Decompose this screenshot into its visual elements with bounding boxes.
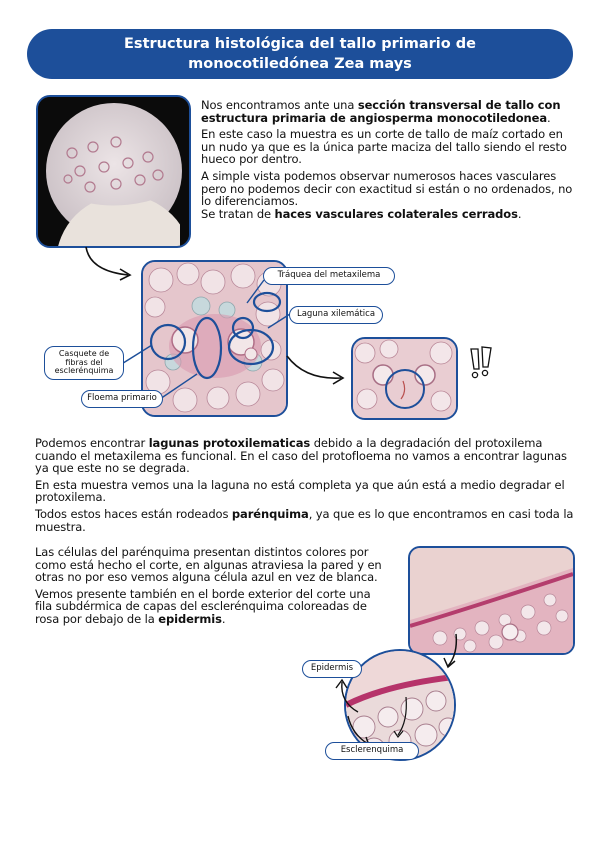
body-text-top: [35, 437, 580, 533]
body-paragraph-1: Podemos encontrar lagunas protoxilematicas debido a la degradación del protoxilema cuando el metaxilema es funcional. En el caso del protofloema no vamos a encontrar lagunas ya que este no se degrada.: [35, 436, 567, 476]
title-line-2: monocotiledónea Zea mays: [188, 56, 412, 72]
title-line-1: Estructura histológica del tallo primario de: [124, 36, 476, 52]
vascular-bundle-photo: [141, 260, 288, 417]
epidermis-photo: [408, 546, 575, 655]
exclamation-doodle-icon: [466, 345, 496, 381]
title-banner: [27, 29, 573, 79]
body-paragraph-5: Vemos presente también en el borde exterior del corte una fila subdérmica de capas del esclerénquima coloreadas de rosa por debajo de la epidermis.: [35, 586, 371, 626]
label-traquea: Tráquea del metaxilema: [263, 267, 395, 285]
label-epidermis: Epidermis: [302, 660, 362, 678]
label-casquete: Casquete de fibras del esclerénquima: [44, 346, 124, 380]
epidermis-image: [410, 548, 573, 653]
label-arrows: [330, 672, 370, 752]
arrow-to-bundle: [80, 245, 140, 285]
label-laguna: Laguna xilemática: [289, 306, 383, 324]
intro-paragraph-3: A simple vista podemos observar numerosos haces vasculares pero no podemos decir con exactitud si están o no ordenados, no lo diferenciamos.: [201, 168, 573, 209]
arrow-to-circle: [440, 632, 464, 672]
body-paragraph-3: Todos estos haces están rodeados parénquima, ya que es lo que encontramos en casi toda la muestra.: [35, 506, 574, 534]
intro-paragraph-1: Nos encontramos ante una sección transversal de tallo con estructura primaria de angiosperma monocotiledonea.: [201, 98, 561, 125]
arrow-to-zoom: [285, 350, 355, 390]
intro-text: [201, 99, 576, 220]
stem-overview-image: [38, 97, 189, 246]
lacuna-zoom-image: [353, 339, 456, 418]
lacuna-zoom-photo: [351, 337, 458, 420]
body-paragraph-4: Las células del parénquima presentan distintos colores por como está hecho el corte, en algunas atraviesa la pared y en otras no por eso vemos alguna célula azul en vez de blanca.: [35, 545, 382, 585]
stem-overview-photo: [36, 95, 191, 248]
body-text-bottom: [35, 546, 390, 626]
label-esclerenquima: Esclerenquima: [325, 742, 419, 760]
intro-paragraph-4: Se tratan de haces vasculares colaterales cerrados.: [201, 206, 522, 221]
vascular-bundle-image: [143, 262, 286, 415]
body-paragraph-2: En esta muestra vemos una la laguna no está completa ya que aún está a medio degradar el protoxilema.: [35, 477, 565, 505]
intro-paragraph-2: En este caso la muestra es un corte de tallo de maíz cortado en un nudo ya que es la única parte maciza del tallo siendo el resto hueco por dentro.: [201, 127, 567, 167]
label-floema: Floema primario: [81, 390, 163, 408]
